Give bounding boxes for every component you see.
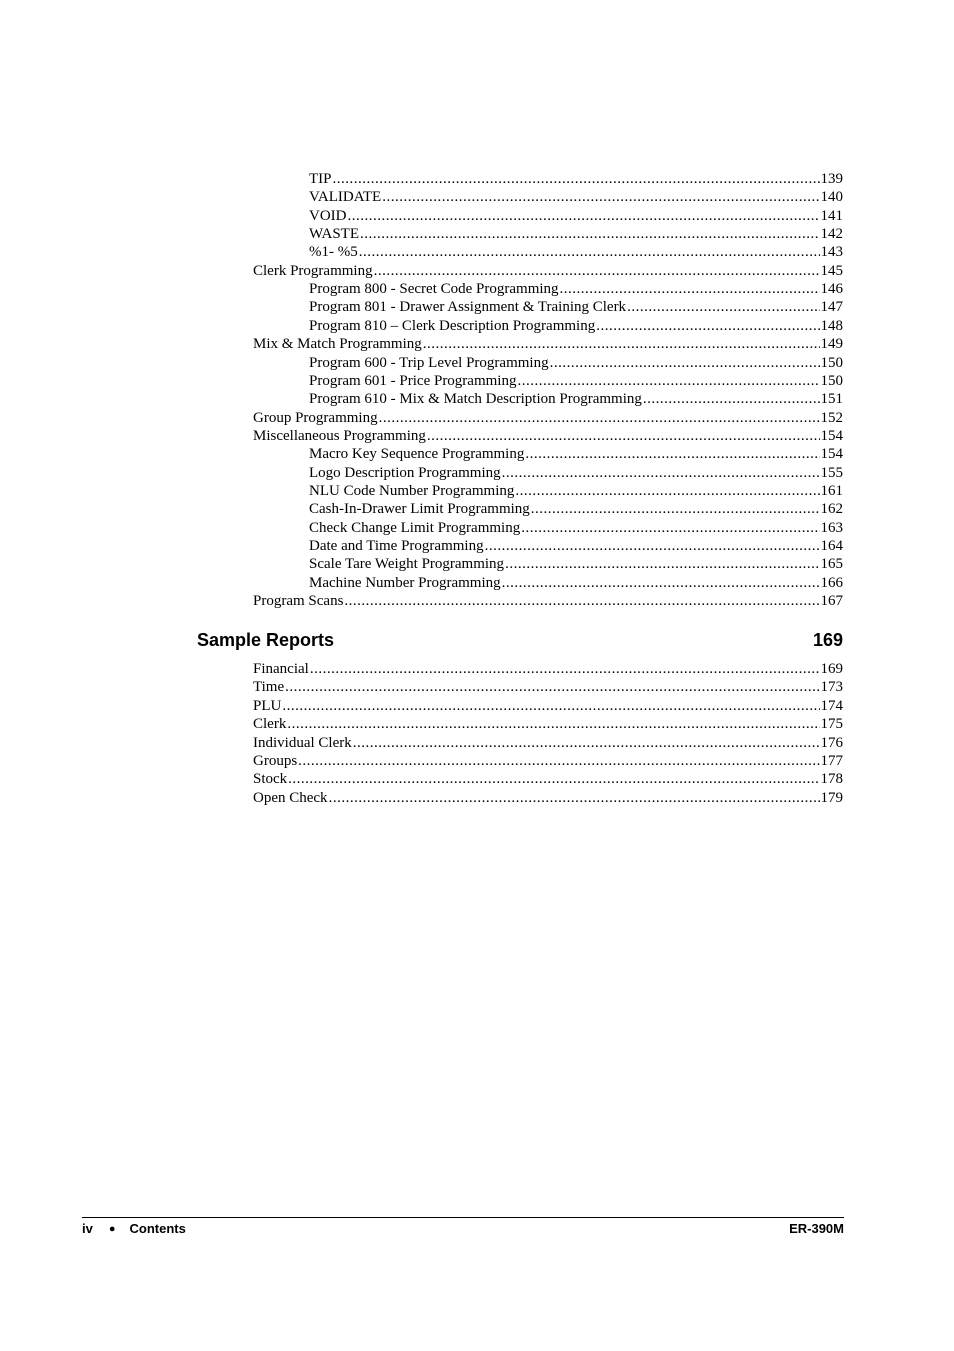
dot-leader	[298, 752, 819, 770]
dot-leader	[282, 697, 819, 715]
toc-entry[interactable]	[309, 555, 843, 573]
toc-entry-page: 166	[820, 574, 843, 591]
toc-entry-title: Financial	[253, 661, 309, 677]
dot-leader	[521, 519, 819, 537]
toc-entry[interactable]	[309, 170, 843, 188]
dot-leader	[596, 317, 819, 335]
toc-entry[interactable]	[309, 500, 843, 518]
dot-leader	[485, 537, 820, 555]
toc-entry[interactable]	[309, 574, 843, 592]
toc-entry-page: 150	[820, 354, 843, 371]
dot-leader	[379, 409, 820, 427]
dot-leader	[531, 500, 820, 518]
toc-entry[interactable]	[309, 243, 843, 261]
toc-entry-title: Date and Time Programming	[309, 538, 484, 554]
toc-entry-title: Program Scans	[253, 593, 344, 610]
toc-entry[interactable]	[309, 354, 843, 372]
toc-entry-title: Logo Description Programming	[309, 464, 501, 481]
toc-entry-title: Scale Tare Weight Programming	[309, 556, 505, 573]
toc-entry[interactable]	[253, 262, 843, 280]
toc-entry-title: Clerk Programming	[253, 262, 373, 279]
toc-entry-title: WASTE	[309, 226, 359, 243]
toc-entry-page: 164	[820, 538, 843, 554]
toc-entry-title: Program 610 - Mix & Match Description Programming	[309, 391, 642, 408]
toc-entry-page: 175	[820, 716, 843, 733]
toc-entry-page: 155	[820, 464, 843, 481]
section-title: Sample Reports	[197, 630, 335, 650]
dot-leader	[502, 574, 820, 592]
dot-leader	[353, 734, 820, 752]
toc-entry[interactable]	[253, 734, 843, 752]
toc-entry-page: 151	[820, 391, 843, 408]
toc-entry[interactable]	[253, 770, 843, 788]
dot-leader	[502, 464, 820, 482]
toc-entry[interactable]	[253, 335, 843, 353]
toc-entry-page: 178	[820, 771, 843, 788]
toc-entry-page: 152	[820, 409, 843, 426]
toc-entry-title: Program 810 – Clerk Description Programming	[309, 317, 596, 334]
toc-entry-title: Group Programming	[253, 409, 378, 426]
toc-entry-title: Program 801 - Drawer Assignment & Training Clerk	[309, 299, 627, 316]
footer-rule	[82, 1217, 844, 1218]
toc-entry-page: 150	[820, 372, 843, 389]
toc-entry-title: VALIDATE	[309, 189, 382, 206]
toc-entry[interactable]	[309, 445, 843, 463]
toc-entry[interactable]	[253, 697, 843, 715]
dot-leader	[515, 482, 819, 500]
toc-entry-title: Macro Key Sequence Programming	[309, 446, 525, 463]
toc-entry-title: Cash-In-Drawer Limit Programming	[309, 501, 530, 518]
toc-entry-page: 174	[820, 697, 843, 714]
dot-leader	[287, 715, 819, 733]
toc-entry-page: 161	[820, 482, 843, 499]
toc-entry[interactable]	[309, 207, 843, 225]
toc-entry[interactable]	[309, 519, 843, 537]
dot-leader	[517, 372, 819, 390]
toc-entry-page: 148	[820, 317, 843, 334]
toc-entry[interactable]	[253, 427, 843, 445]
dot-leader	[505, 555, 819, 573]
section-page: 169	[812, 630, 843, 650]
toc-entry-title: Program 601 - Price Programming	[309, 372, 517, 389]
toc-entry-title: Individual Clerk	[253, 734, 352, 751]
toc-entry-page: 165	[820, 556, 843, 573]
toc-entry-page: 147	[820, 299, 843, 316]
toc-entry-title: Open Check	[253, 789, 328, 806]
toc-entry-title: Program 600 - Trip Level Programming	[309, 354, 549, 371]
section-heading	[197, 629, 843, 651]
toc-entry-page: 149	[820, 336, 843, 353]
toc-entry-page: 142	[820, 226, 843, 243]
toc-entry[interactable]	[309, 482, 843, 500]
footer-section: Contents	[129, 1221, 186, 1236]
toc-entry-title: Clerk	[253, 716, 287, 733]
toc-entry-page: 177	[820, 753, 843, 769]
dot-leader	[560, 280, 820, 298]
toc-entry[interactable]	[253, 409, 843, 427]
toc-entry-title: %1- %5	[309, 244, 358, 261]
toc-entry[interactable]	[309, 317, 843, 335]
toc-entry-title: Groups	[253, 753, 298, 769]
toc-entry-page: 176	[820, 734, 843, 751]
toc-entry-title: NLU Code Number Programming	[309, 482, 515, 499]
dot-leader	[344, 592, 819, 610]
toc-entry-page: 143	[820, 244, 843, 261]
dot-leader	[288, 770, 819, 788]
toc-entry-page: 162	[820, 501, 843, 518]
footer-page-number: iv	[82, 1221, 93, 1236]
toc-entry[interactable]	[253, 789, 843, 807]
toc-entry[interactable]	[309, 298, 843, 316]
toc-entry-page: 154	[820, 446, 843, 463]
dot-leader	[360, 225, 820, 243]
toc-entry-page: 145	[820, 262, 843, 279]
dot-leader	[550, 354, 820, 372]
dot-leader	[643, 390, 820, 408]
dot-leader	[427, 427, 820, 445]
toc-entry-title: Check Change Limit Programming	[309, 519, 521, 536]
toc-entry-page: 179	[820, 789, 843, 806]
dot-leader	[525, 445, 819, 463]
dot-leader	[285, 678, 819, 696]
bullet-icon: ●	[108, 1223, 116, 1235]
toc-entry-page: 141	[820, 207, 843, 224]
dot-leader	[333, 170, 820, 188]
toc-entry-title: PLU	[253, 697, 282, 714]
toc-entry[interactable]	[309, 372, 843, 390]
toc-entry-title: Program 800 - Secret Code Programming	[309, 281, 559, 298]
toc-entry[interactable]	[253, 660, 843, 678]
dot-leader	[359, 243, 820, 261]
dot-leader	[382, 188, 819, 206]
toc-entry-title: Stock	[253, 771, 288, 788]
toc-entry-page: 167	[820, 593, 843, 610]
toc-entry-title: VOID	[309, 207, 347, 224]
toc-entry-page: 163	[820, 519, 843, 536]
toc-entry[interactable]	[253, 592, 843, 610]
dot-leader	[329, 789, 820, 807]
toc-entry[interactable]	[309, 390, 843, 408]
toc-entry[interactable]	[309, 225, 843, 243]
toc-entry[interactable]	[253, 715, 843, 733]
toc-entry-title: Time	[253, 679, 285, 696]
dot-leader	[348, 207, 820, 225]
dot-leader	[627, 298, 819, 316]
toc-entry-page: 139	[820, 171, 843, 187]
toc-entry-title: TIP	[309, 171, 332, 187]
dot-leader	[310, 660, 820, 678]
toc-entry[interactable]	[253, 678, 843, 696]
toc-entry-page: 154	[820, 427, 843, 444]
toc-entry-title: Mix & Match Programming	[253, 336, 422, 353]
dot-leader	[374, 262, 820, 280]
toc-entry-page: 173	[820, 679, 843, 696]
footer-model: ER-390M	[789, 1221, 844, 1236]
toc-entry[interactable]	[309, 537, 843, 555]
toc-entry[interactable]	[309, 280, 843, 298]
toc-entry-page: 140	[820, 189, 843, 206]
toc-entry[interactable]	[309, 188, 843, 206]
toc-entry-page: 169	[820, 661, 843, 677]
toc-entry[interactable]	[309, 464, 843, 482]
toc-entry[interactable]	[253, 752, 843, 770]
page-footer	[82, 1221, 844, 1237]
toc-entry-title: Machine Number Programming	[309, 574, 501, 591]
toc-entry-page: 146	[820, 281, 843, 298]
dot-leader	[423, 335, 820, 353]
toc-entry-title: Miscellaneous Programming	[253, 427, 426, 444]
